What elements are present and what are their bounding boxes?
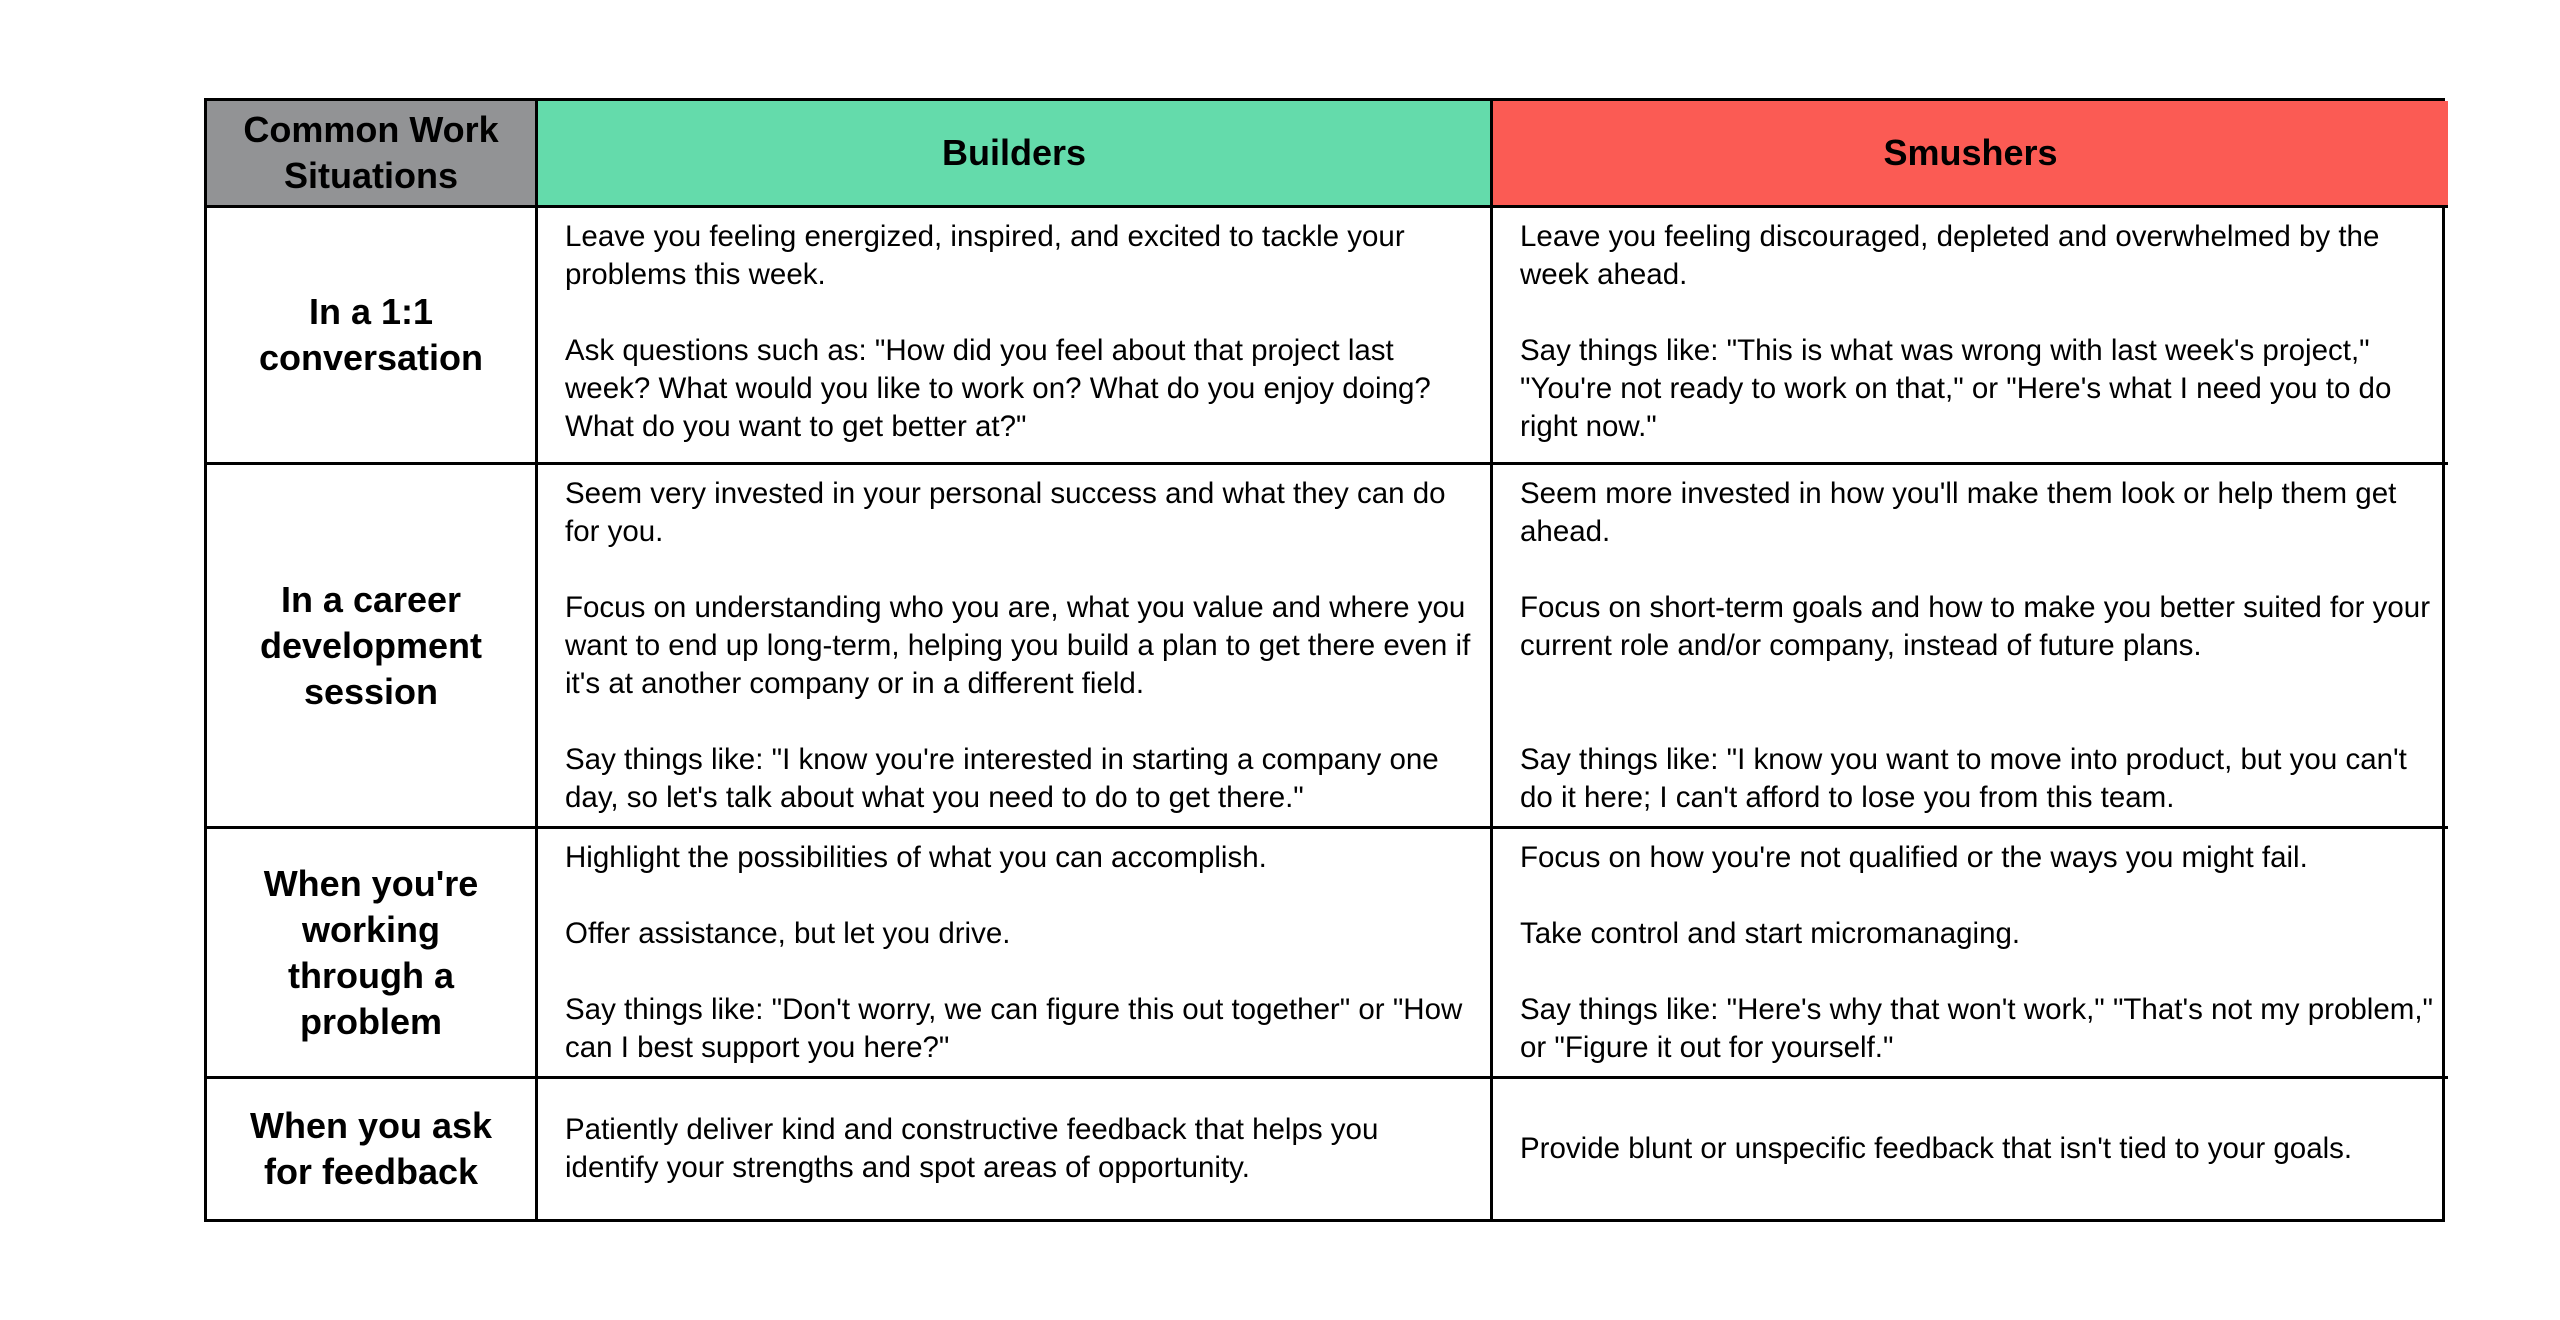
comparison-table — [204, 98, 2445, 1222]
builders-text: Say things like: "Don't worry, we can figure this out together" or "How can I best support you here?" — [565, 993, 1463, 1064]
builders-text: Ask questions such as: "How did you feel about that project last week? What would you like to work on? What do you enjoy doing? What do you want to get better at?" — [565, 334, 1431, 443]
builders-text: Focus on understanding who you are, what you value and where you want to end up long-term, helping you build a plan to get there even if it's at another company or in a different field. — [565, 591, 1471, 700]
smushers-text: Seem more invested in how you'll make them look or help them get ahead. — [1520, 477, 2397, 548]
situation-label: When you're working through a problem — [263, 862, 479, 1042]
header-builders — [538, 101, 1493, 208]
smushers-cell — [1493, 829, 2448, 1079]
smushers-text: Say things like: "Here's why that won't work," "That's not my problem," or "Figure it out for yourself." — [1520, 993, 2433, 1064]
builders-text: Leave you feeling energized, inspired, and excited to tackle your problems this week. — [565, 220, 1405, 291]
builders-text: Seem very invested in your personal success and what they can do for you. — [565, 477, 1446, 548]
smushers-cell — [1493, 465, 2448, 829]
situation-label: In a 1:1 conversation — [258, 291, 484, 378]
situation-label: In a career development session — [259, 578, 483, 712]
smushers-text: Focus on short-term goals and how to make you better suited for your current role and/or company, instead of future plans. — [1520, 591, 2431, 662]
builders-cell — [538, 465, 1493, 829]
smushers-text: Provide blunt or unspecific feedback that isn't tied to your goals. — [1520, 1132, 2353, 1165]
header-situations — [207, 101, 538, 208]
builders-cell — [538, 1079, 1493, 1219]
smushers-cell — [1493, 208, 2448, 465]
header-situations-label: Common Work Situations — [243, 109, 499, 196]
smushers-cell — [1493, 1079, 2448, 1219]
header-smushers-label: Smushers — [1883, 132, 2058, 173]
smushers-text: Leave you feeling discouraged, depleted and overwhelmed by the week ahead. — [1520, 220, 2380, 291]
situation-label: When you ask for feedback — [249, 1105, 493, 1192]
builders-text: Say things like: "I know you're interested in starting a company one day, so let's talk about what you need to do to get there." — [565, 743, 1439, 814]
builders-text: Patiently deliver kind and constructive feedback that helps you identify your strengths and spot areas of opportunity. — [565, 1113, 1379, 1184]
situation-cell — [207, 465, 538, 829]
header-builders-label: Builders — [941, 132, 1087, 173]
builders-cell — [538, 829, 1493, 1079]
builders-cell — [538, 208, 1493, 465]
situation-cell — [207, 208, 538, 465]
smushers-text: Take control and start micromanaging. — [1520, 917, 2021, 950]
builders-text: Offer assistance, but let you drive. — [565, 917, 1011, 950]
smushers-text: Say things like: "This is what was wrong with last week's project," "You're not ready to work on that," or "Here's what I need you to do right now." — [1520, 334, 2392, 443]
smushers-text: Focus on how you're not qualified or the ways you might fail. — [1520, 841, 2308, 874]
situation-cell — [207, 829, 538, 1079]
situation-cell — [207, 1079, 538, 1219]
builders-text: Highlight the possibilities of what you can accomplish. — [565, 841, 1267, 874]
header-smushers — [1493, 101, 2448, 208]
smushers-text: Say things like: "I know you want to move into product, but you can't do it here; I can't afford to lose you from this team. — [1520, 743, 2407, 814]
